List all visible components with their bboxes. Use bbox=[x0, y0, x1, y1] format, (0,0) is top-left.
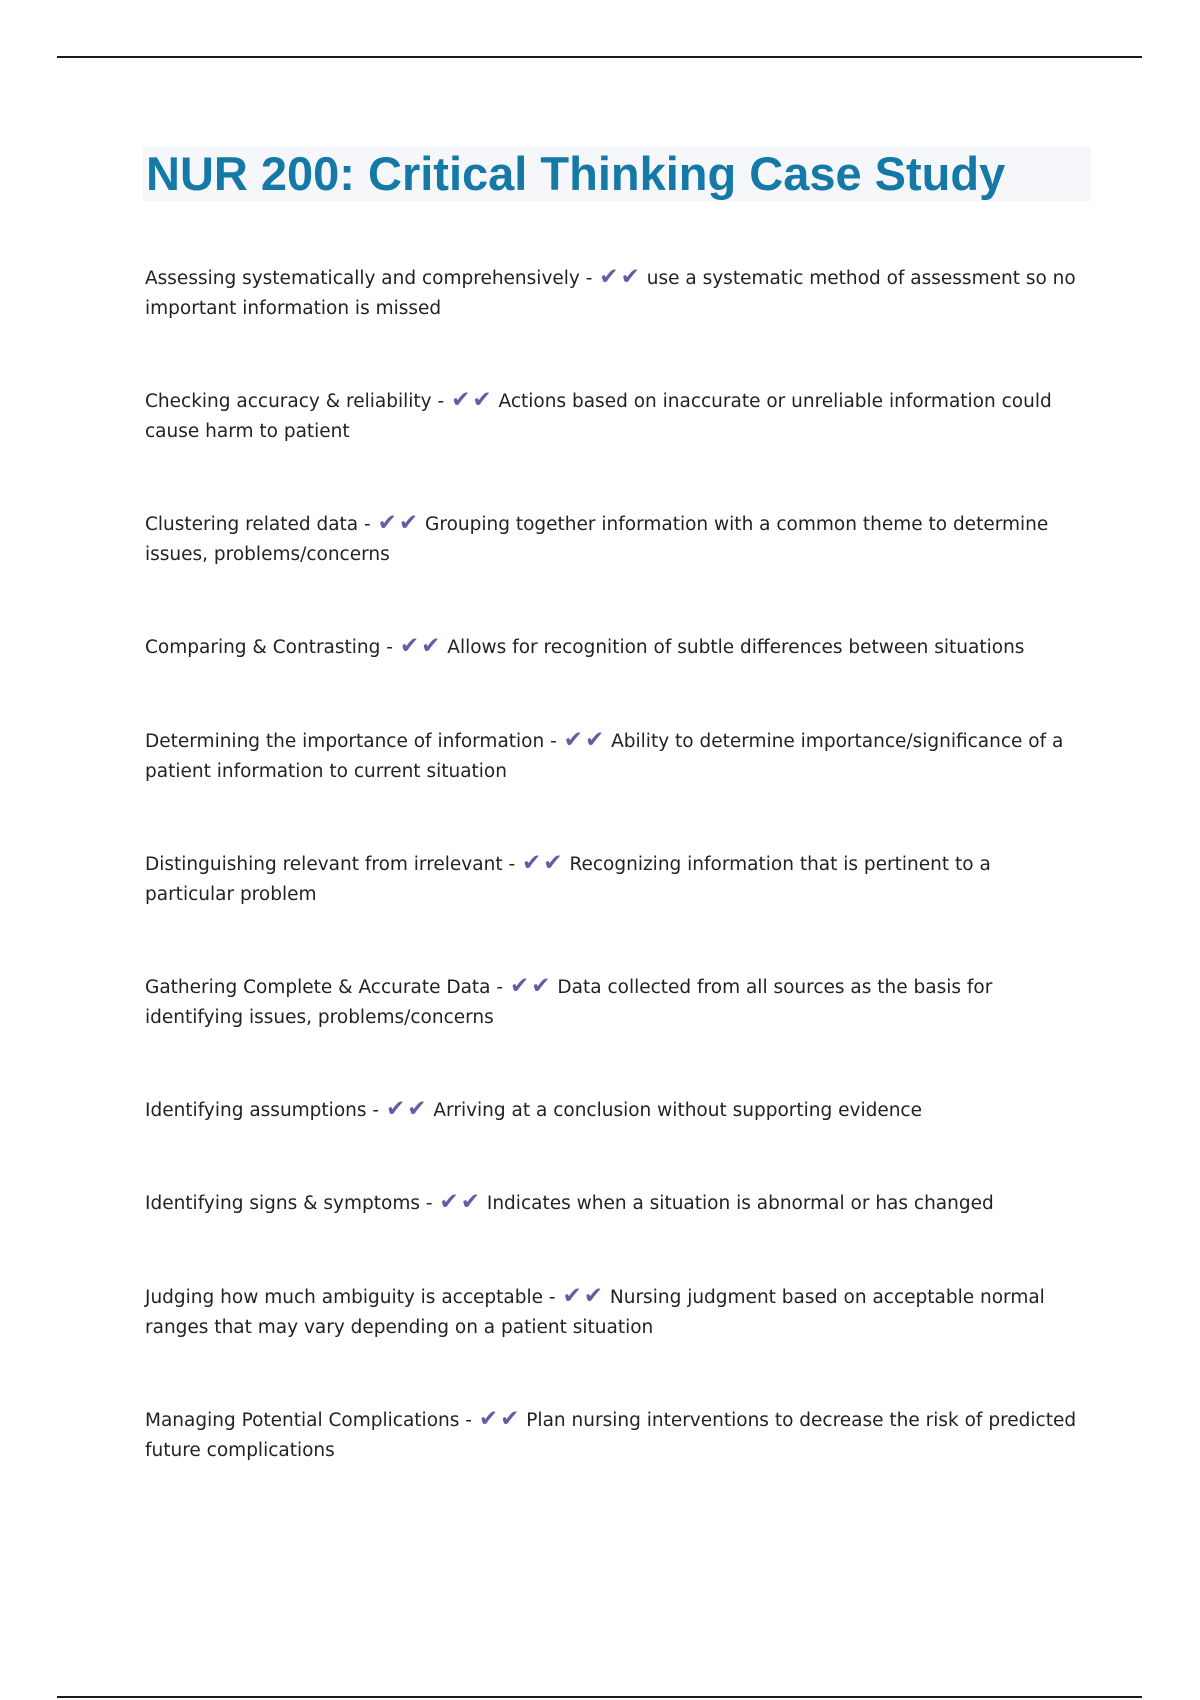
entry-separator: - bbox=[380, 636, 399, 658]
entry-separator: - bbox=[502, 853, 522, 875]
entry-separator: - bbox=[459, 1409, 478, 1431]
check-icon: ✔ bbox=[478, 1405, 499, 1432]
entry-term: Distinguishing relevant from irrelevant bbox=[145, 853, 503, 875]
check-icon: ✔ bbox=[509, 972, 530, 999]
entry-term: Managing Potential Complications bbox=[145, 1409, 460, 1431]
check-icon: ✔ bbox=[543, 849, 563, 876]
top-rule bbox=[57, 56, 1142, 58]
entry-definition: Plan nursing interventions to decrease the risk of predicted future complications bbox=[145, 1409, 1077, 1461]
check-icon: ✔ bbox=[407, 1095, 427, 1122]
check-icon: ✔ bbox=[460, 1188, 480, 1215]
check-icon: ✔ bbox=[562, 1282, 582, 1309]
check-icon: ✔ bbox=[522, 849, 542, 876]
entry-item bbox=[145, 727, 1085, 787]
entry-separator: - bbox=[543, 1286, 562, 1308]
entry-item bbox=[145, 510, 1085, 570]
check-icon: ✔ bbox=[583, 1282, 603, 1309]
check-icon: ✔ bbox=[531, 972, 551, 999]
entry-term: Identifying signs & symptoms bbox=[145, 1192, 420, 1214]
entry-term: Comparing & Contrasting bbox=[145, 636, 381, 658]
entry-definition: Arriving at a conclusion without supporting evidence bbox=[433, 1099, 922, 1121]
entry-definition: Recognizing information that is pertinent to a particular problem bbox=[145, 853, 991, 905]
check-icon: ✔ bbox=[398, 509, 419, 536]
entry-separator: - bbox=[490, 976, 509, 998]
entry-item bbox=[145, 850, 1085, 910]
entry-item bbox=[145, 1283, 1085, 1343]
entry-definition: Nursing judgment based on acceptable normal ranges that may vary depending on a patient situation bbox=[145, 1286, 1045, 1338]
entry-term: Checking accuracy & reliability bbox=[145, 390, 432, 412]
entry-separator: - bbox=[544, 730, 563, 752]
entry-item bbox=[145, 1096, 1085, 1126]
entry-separator: - bbox=[366, 1099, 385, 1121]
check-icon: ✔ bbox=[385, 1095, 406, 1122]
check-icon: ✔ bbox=[439, 1188, 459, 1215]
entry-term: Clustering related data bbox=[145, 513, 359, 535]
entry-item bbox=[145, 1406, 1085, 1466]
entry-definition: Indicates when a situation is abnormal or has changed bbox=[486, 1192, 994, 1214]
check-icon: ✔ bbox=[451, 386, 471, 413]
entry-separator: - bbox=[419, 1192, 439, 1214]
check-icon: ✔ bbox=[563, 726, 583, 753]
entry-item bbox=[145, 633, 1085, 663]
entry-definition: use a systematic method of assessment so no important information is missed bbox=[145, 267, 1076, 319]
entry-item bbox=[145, 973, 1085, 1033]
entry-term: Assessing systematically and comprehensively bbox=[145, 267, 580, 289]
entry-term: Gathering Complete & Accurate Data bbox=[145, 976, 491, 998]
entry-separator: - bbox=[431, 390, 451, 412]
check-icon: ✔ bbox=[421, 632, 441, 659]
entry-definition: Ability to determine importance/significance of a patient information to current situation bbox=[145, 730, 1064, 782]
check-icon: ✔ bbox=[620, 263, 640, 290]
entry-item bbox=[145, 387, 1085, 447]
entry-definition: Actions based on inaccurate or unreliable information could cause harm to patient bbox=[145, 390, 1052, 442]
check-icon: ✔ bbox=[399, 632, 420, 659]
entry-term: Judging how much ambiguity is acceptable bbox=[145, 1286, 543, 1308]
check-icon: ✔ bbox=[377, 509, 397, 536]
entry-item bbox=[145, 264, 1085, 324]
entry-separator: - bbox=[579, 267, 599, 289]
check-icon: ✔ bbox=[584, 726, 605, 753]
entry-separator: - bbox=[358, 513, 377, 535]
entry-item bbox=[145, 1189, 1085, 1219]
entry-definition: Grouping together information with a common theme to determine issues, problems/concerns bbox=[145, 513, 1049, 565]
check-icon: ✔ bbox=[599, 263, 619, 290]
check-icon: ✔ bbox=[500, 1405, 520, 1432]
entry-definition: Data collected from all sources as the basis for identifying issues, problems/concerns bbox=[145, 976, 993, 1028]
entry-term: Identifying assumptions bbox=[145, 1099, 367, 1121]
bottom-rule bbox=[57, 1696, 1142, 1698]
entry-definition: Allows for recognition of subtle differences between situations bbox=[447, 636, 1025, 658]
page-title: NUR 200: Critical Thinking Case Study bbox=[146, 147, 1006, 200]
check-icon: ✔ bbox=[472, 386, 492, 413]
entry-term: Determining the importance of information bbox=[145, 730, 545, 752]
